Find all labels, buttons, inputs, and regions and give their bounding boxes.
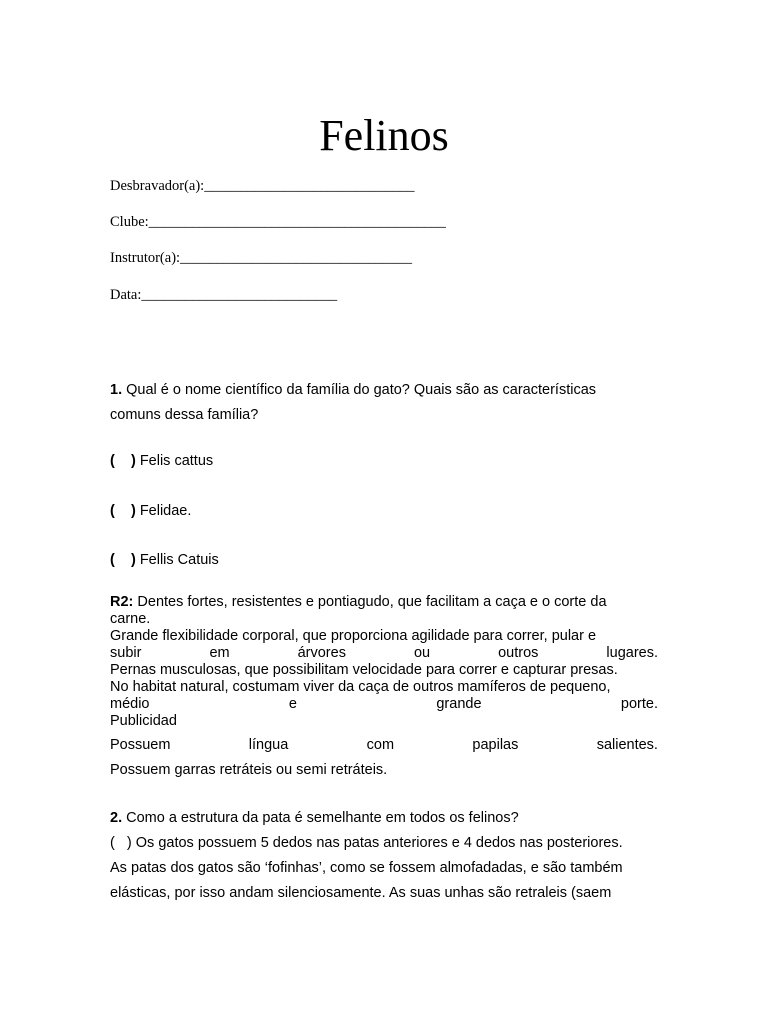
option-felidae: ( ) Felidae. xyxy=(110,503,192,519)
checkbox-marker: ( ) xyxy=(110,503,136,519)
answer-r2-line-3: Grande flexibilidade corporal, que proporciona agilidade para correr, pular e xyxy=(110,628,597,644)
page-title: Felinos xyxy=(319,111,449,160)
answer-r2-line-6: No habitat natural, costumam viver da caça de outros mamíferos de pequeno, xyxy=(110,679,611,695)
answer-r2-line-10: Possuem garras retráteis ou semi retráteis. xyxy=(110,762,388,778)
answer-r2-line-9-words: Possuem língua com papilas salientes. xyxy=(110,737,658,753)
option-fellis-catuis: ( ) Fellis Catuis xyxy=(110,552,219,568)
answer-r2-line-8: Publicidad xyxy=(110,713,177,729)
answer-r2-line-9 xyxy=(110,737,658,754)
desbravador-field: Desbravador(a):_____________________________ xyxy=(110,178,415,194)
question-1-line-2: comuns dessa família? xyxy=(110,407,259,423)
question-1 xyxy=(110,381,658,399)
question-2: 2. Como a estrutura da pata é semelhante em todos os felinos? xyxy=(110,810,519,826)
question-1-number: 1. xyxy=(110,382,123,398)
question-2-number: 2. xyxy=(110,810,123,826)
clube-field: Clube:_________________________________________ xyxy=(110,214,446,230)
checkbox-marker: ( ) xyxy=(110,552,136,568)
answer-r2-line-7: médio e grande porte. xyxy=(110,696,658,712)
question-2-line-1: ( ) Os gatos possuem 5 dedos nas patas anteriores e 4 dedos nas posteriores. xyxy=(110,835,623,851)
question-2-line-3: elásticas, por isso andam silenciosamente. As suas unhas são retraleis (saem xyxy=(110,885,612,901)
answer-r2-line-2: carne. xyxy=(110,611,151,627)
answer-label: R2: xyxy=(110,594,134,610)
instrutor-field: Instrutor(a):________________________________ xyxy=(110,250,413,266)
question-1-line-1: 1. Qual é o nome científico da família do gato? Quais são as características xyxy=(110,382,597,398)
option-felis-cattus: ( ) Felis cattus xyxy=(110,453,214,469)
answer-r2-line-4: subir em árvores ou outros lugares. xyxy=(110,645,658,661)
answer-r2 xyxy=(110,594,658,730)
data-field: Data:___________________________ xyxy=(110,287,338,303)
answer-r2-line-1: R2: Dentes fortes, resistentes e pontiagudo, que facilitam a caça e o corte da xyxy=(110,594,607,610)
checkbox-marker: ( ) xyxy=(110,453,136,469)
question-2-line-2: As patas dos gatos são ‘fofinhas’, como se fossem almofadadas, e são também xyxy=(110,860,623,876)
answer-r2-line-5: Pernas musculosas, que possibilitam velocidade para correr e capturar presas. xyxy=(110,662,618,678)
